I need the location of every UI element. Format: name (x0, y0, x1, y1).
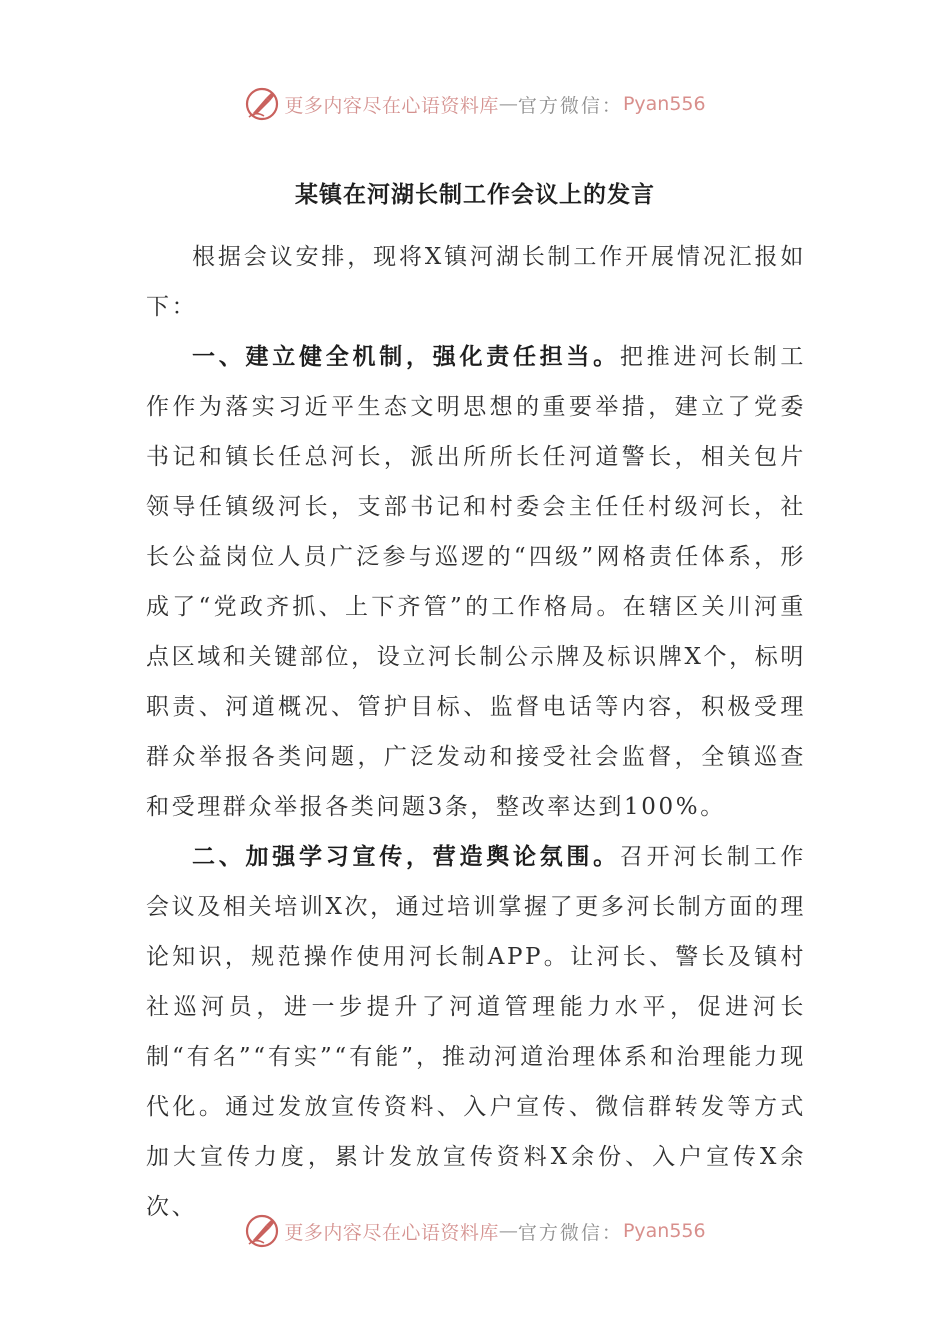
watermark-main-text: 更多内容尽在心语资料库 (284, 1221, 499, 1244)
pen-nib-logo-icon (244, 86, 280, 122)
header-watermark (0, 84, 950, 124)
pen-nib-logo-icon (244, 1213, 280, 1249)
watermark-main-text: 更多内容尽在心语资料库 (284, 94, 499, 117)
watermark-wechat-id: Pyan556 (622, 1220, 706, 1242)
document-title: 某镇在河湖长制工作会议上的发言 (295, 181, 655, 208)
paragraph-body: 根据会议安排，现将X镇河湖长制工作开展情况汇报如下： (146, 244, 806, 320)
paragraph-intro (146, 232, 806, 332)
watermark-sub-text: 官方微信： (517, 1221, 623, 1244)
watermark-dash: — (498, 93, 518, 115)
paragraph-body: 把推进河长制工作作为落实习近平生态文明思想的重要举措，建立了党委书记和镇长任总河长，派出所所长任河道警长，相关包片领导任镇级河长，支部书记和村委会主任任村级河长，社长公益岗位人员广泛参与巡逻的“四级”网格责任体系，形成了“党政齐抓、上下齐管”的工作格局。在辖区关川河重点区域和关键部位，设立河长制公示牌及标识牌X个，标明职责、河道概况、管护目标、监督电话等内容，积极受理群众举报各类问题，广泛发动和接受社会监督，全镇巡查和受理群众举报各类问题3条，整改率达到100%。 (146, 344, 806, 820)
paragraph-section-2 (146, 832, 806, 1232)
document-body (146, 232, 806, 1232)
watermark-wechat-id: Pyan556 (622, 93, 706, 115)
paragraph-body: 召开河长制工作会议及相关培训X次，通过培训掌握了更多河长制方面的理论知识，规范操作使用河长制APP。让河长、警长及镇村社巡河员，进一步提升了河道管理能力水平，促进河长制“有名”“有实”“有能”，推动河道治理体系和治理能力现代化。通过发放宣传资料、入户宣传、微信群转发等方式加大宣传力度，累计发放宣传资料X余份、入户宣传X余次、 (146, 844, 806, 1220)
footer-watermark (0, 1211, 950, 1251)
section-heading: 一、建立健全机制，强化责任担当。 (192, 343, 620, 370)
watermark-dash: — (498, 1220, 518, 1242)
section-heading: 二、加强学习宣传，营造舆论氛围。 (192, 843, 620, 870)
watermark-sub-text: 官方微信： (517, 94, 623, 117)
paragraph-section-1 (146, 332, 806, 832)
